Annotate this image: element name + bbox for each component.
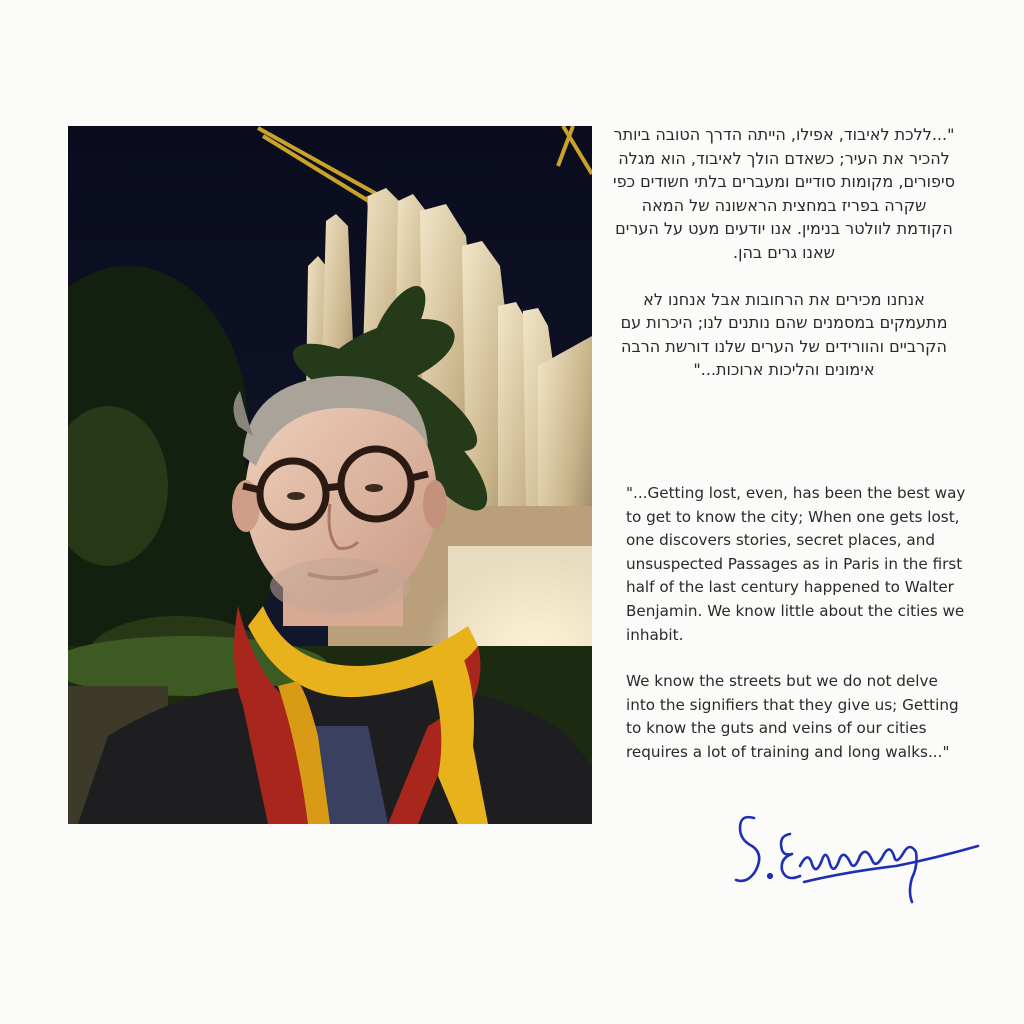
portrait-illustration [68,126,592,824]
english-quote [626,482,966,765]
english-paragraph-1: "...Getting lost, even, has been the best way to get to know the city; When one gets lost, one discovers stories, secret places, and unsuspected Passages as in Paris in the first half of the last century happened to Walter Benjamin. We know little about the cities we inhabit. [626,484,966,644]
signature-drawing [726,806,986,910]
english-paragraph-2: We know the streets but we do not delve into the signifiers that they give us; Getting to know the guts and veins of our cities requires a lot of training and long walks..." [626,672,959,761]
portrait-photo [68,126,592,824]
hebrew-paragraph-2: אנחנו מכירים את הרחובות אבל אנחנו לא מתעמקים במסמנים שהם נותנים לנו; היכרות עם הקרביים והוורידים של הערים שלנו דורשת הרבה אימונים והליכות ארוכות..." [620,289,948,380]
hebrew-paragraph-1: "...ללכת לאיבוד, אפילו, הייתה הדרך הטובה ביותר להכיר את העיר; כשאדם הולך לאיבוד, הוא מגלה סיפורים, מקומות סודיים ומעברים בלתי חשודים כפי שקרה בפריז במחצית הראשונה של המאה הקודמת לוולטר בנימין. אנו יודעים מעט על הערים שאנו גרים בהן. [613,125,955,262]
hebrew-quote [612,123,956,382]
signature [726,806,986,910]
